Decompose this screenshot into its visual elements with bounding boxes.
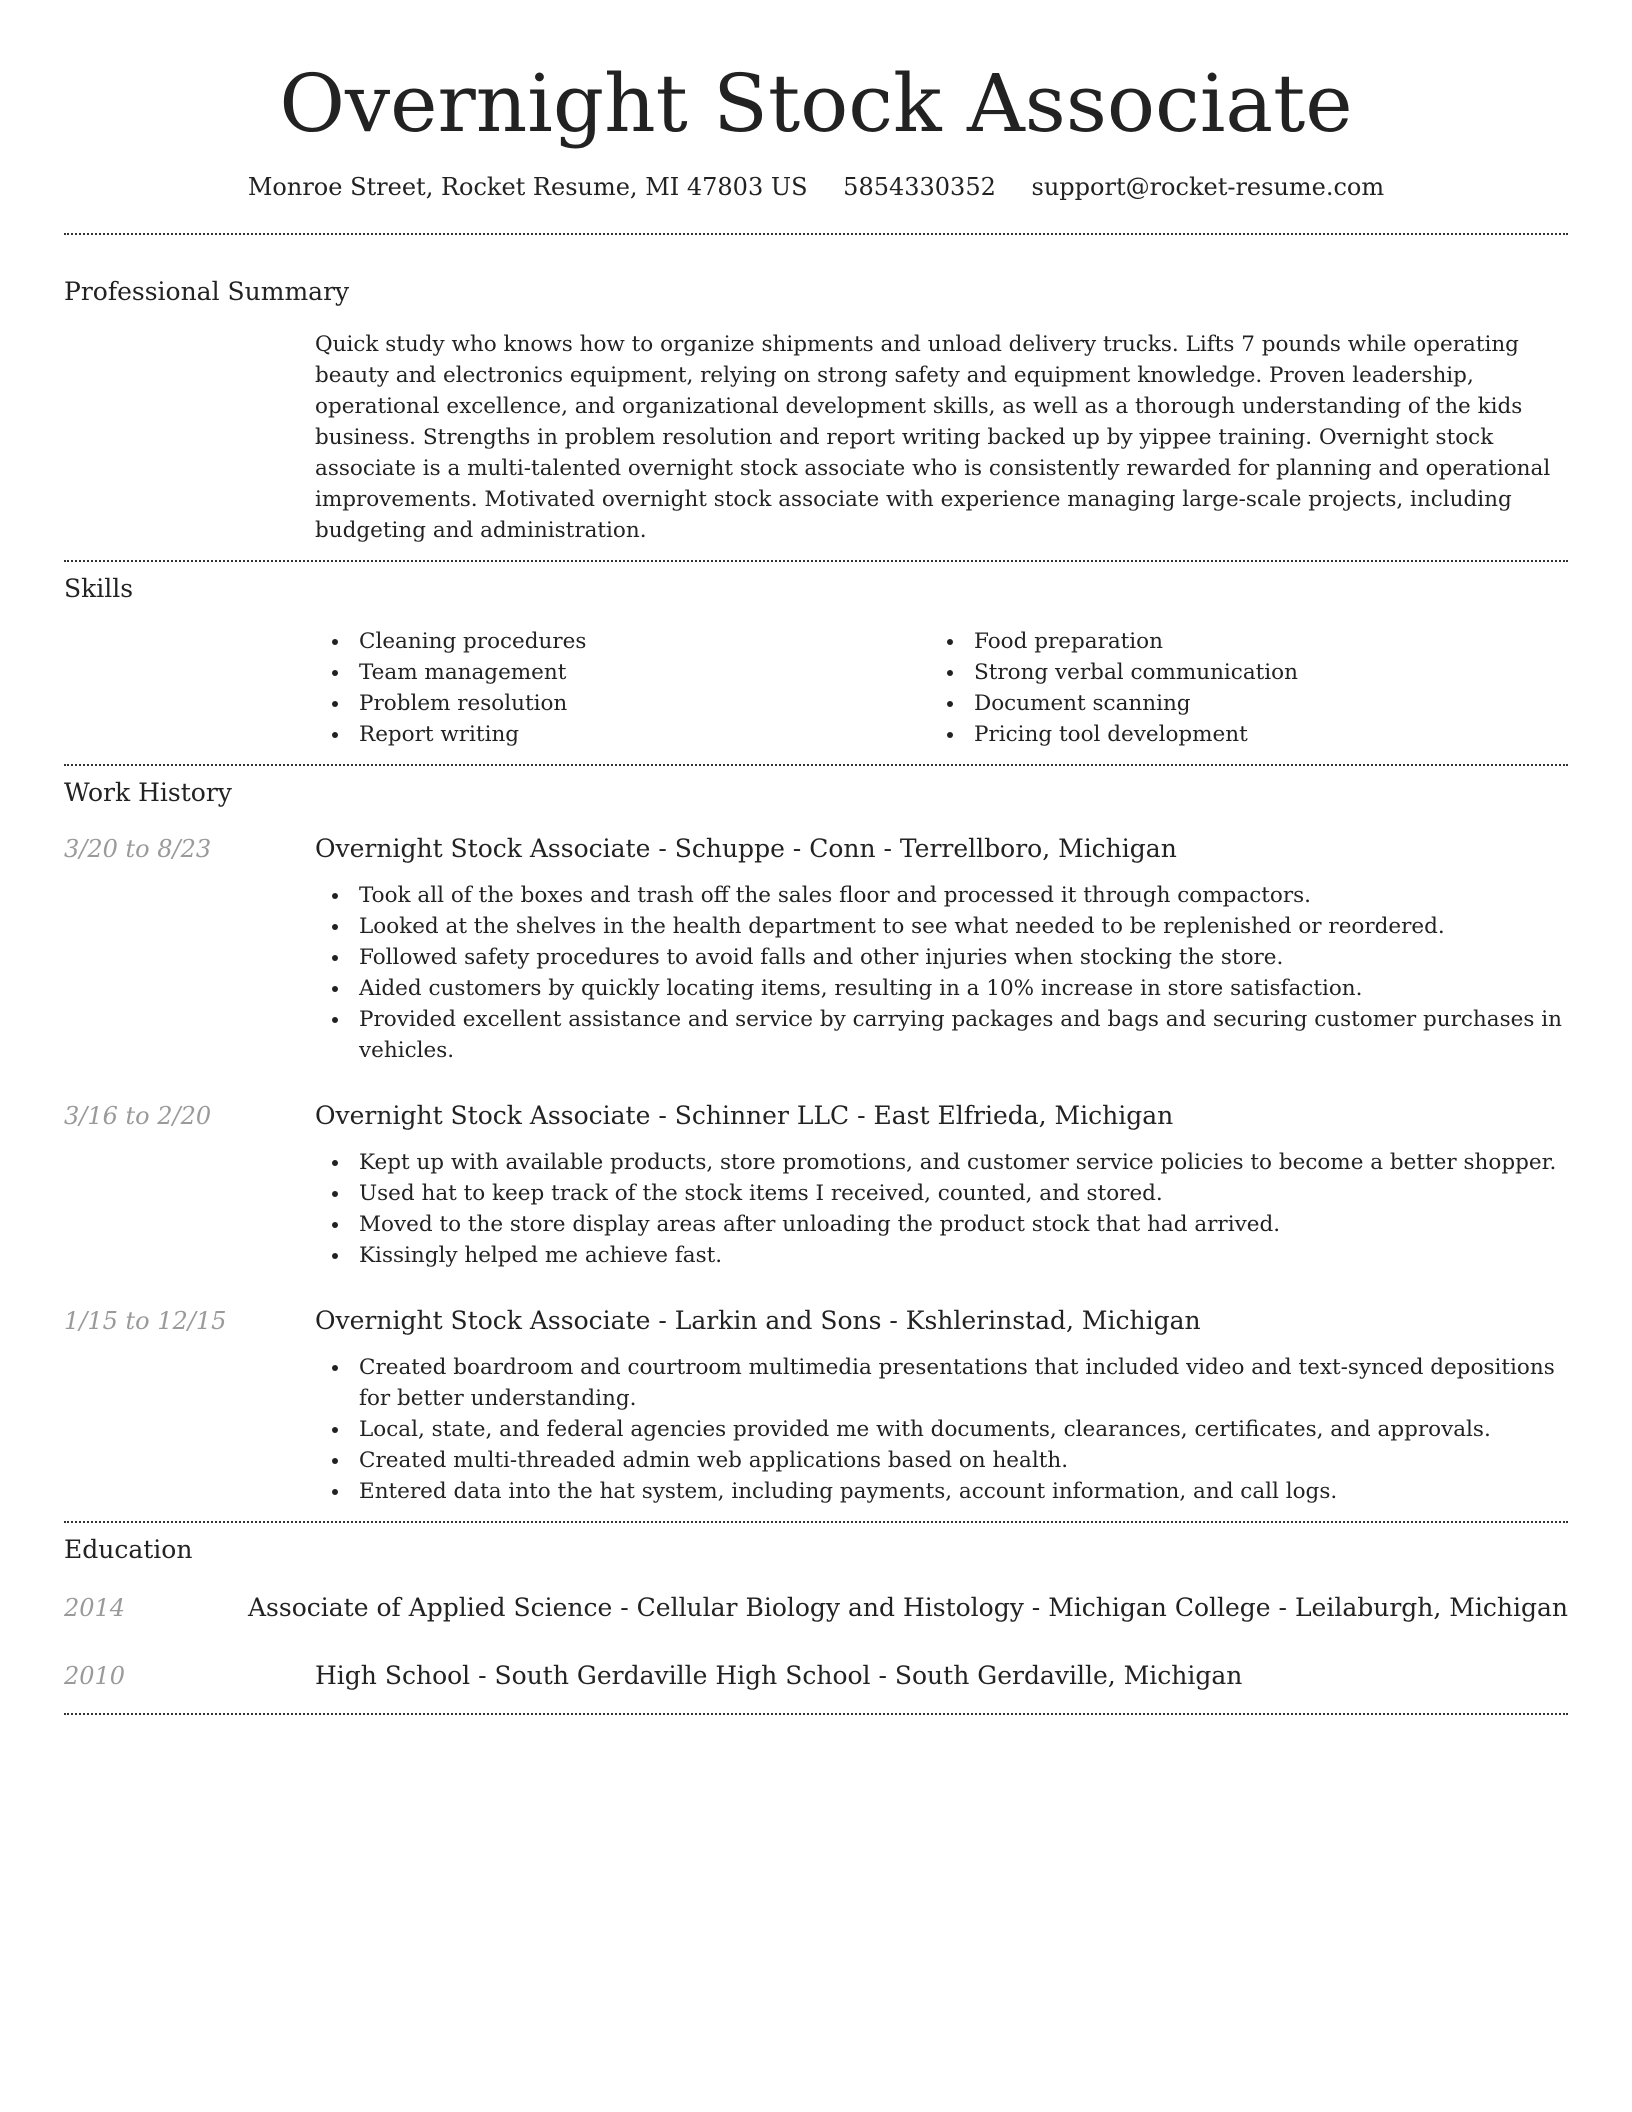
job-entry	[64, 1099, 1568, 1271]
contact-email: support@rocket-resume.com	[1031, 173, 1385, 201]
summary-section-title: Professional Summary	[64, 277, 350, 306]
summary-text: Quick study who knows how to organize shipments and unload delivery trucks. Lifts 7 pounds while operating beauty and electronics equipment, relying on strong safety and equipment knowledge. Proven leadership, operational excellence, and organizational development skills, as well as a thorough understanding of the kids business. Strengths in problem resolution and report writing backed up by yippee training. Overnight stock associate is a multi-talented overnight stock associate who is consistently rewarded for planning and operational improvements. Motivated overnight stock associate with experience managing large-scale projects, including budgeting and administration.	[315, 332, 1551, 543]
skill-item: Food preparation	[930, 626, 1545, 657]
job-dates: 3/20 to 8/23	[64, 835, 212, 863]
skills-column-left	[315, 626, 930, 750]
job-heading: Overnight Stock Associate - Schuppe - Conn - Terrellboro, Michigan	[315, 834, 1177, 863]
job-bullet: Entered data into the hat system, including payments, account information, and call logs.	[315, 1476, 1568, 1507]
skill-item: Report writing	[315, 719, 930, 750]
skill-item: Team management	[315, 657, 930, 688]
job-bullet: Created boardroom and courtroom multimedia presentations that included video and text-synced depositions for better understanding.	[315, 1352, 1568, 1414]
education-entry	[64, 1659, 1568, 1693]
job-bullet: Provided excellent assistance and service by carrying packages and bags and securing customer purchases in vehicles.	[315, 1004, 1568, 1066]
job-bullet: Took all of the boxes and trash off the sales floor and processed it through compactors.	[315, 880, 1568, 911]
job-heading: Overnight Stock Associate - Larkin and Sons - Kshlerinstad, Michigan	[315, 1306, 1201, 1335]
job-bullet: Looked at the shelves in the health department to see what needed to be replenished or reordered.	[315, 911, 1568, 942]
resume-page	[64, 0, 1568, 1715]
job-bullet: Kept up with available products, store promotions, and customer service policies to become a better shopper.	[315, 1147, 1568, 1178]
education-year: 2010	[64, 1662, 126, 1690]
job-entry	[64, 1304, 1568, 1507]
job-entry	[64, 832, 1568, 1066]
job-bullet: Kissingly helped me achieve fast.	[315, 1240, 1568, 1271]
job-bullets	[315, 1352, 1568, 1507]
divider	[64, 764, 1568, 766]
education-section-title: Education	[64, 1535, 193, 1564]
education-heading: High School - South Gerdaville High School - South Gerdaville, Michigan	[315, 1661, 1243, 1690]
education-entry	[64, 1591, 1568, 1625]
divider	[64, 560, 1568, 562]
job-bullet: Moved to the store display areas after unloading the product stock that had arrived.	[315, 1209, 1568, 1240]
job-bullet: Used hat to keep track of the stock items I received, counted, and stored.	[315, 1178, 1568, 1209]
skills-section-title: Skills	[64, 574, 134, 603]
skill-item: Cleaning procedures	[315, 626, 930, 657]
education-heading: Associate of Applied Science - Cellular Biology and Histology - Michigan College - Leilaburgh, Michigan	[247, 1593, 1568, 1622]
contact-line	[64, 170, 1568, 204]
divider	[64, 1713, 1568, 1715]
education-year: 2014	[64, 1594, 126, 1622]
job-bullet: Followed safety procedures to avoid falls and other injuries when stocking the store.	[315, 942, 1568, 973]
work-section-title: Work History	[64, 778, 232, 807]
job-dates: 1/15 to 12/15	[64, 1307, 227, 1335]
job-header-row	[64, 1304, 1568, 1338]
job-dates: 3/16 to 2/20	[64, 1102, 212, 1130]
job-header-row	[64, 1099, 1568, 1133]
divider	[64, 233, 1568, 235]
skill-item: Strong verbal communication	[930, 657, 1545, 688]
candidate-name: Overnight Stock Associate	[279, 57, 1353, 150]
skill-item: Problem resolution	[315, 688, 930, 719]
contact-address: Monroe Street, Rocket Resume, MI 47803 US	[247, 173, 808, 201]
skill-item: Document scanning	[930, 688, 1545, 719]
job-header-row	[64, 832, 1568, 866]
skills-column-right	[930, 626, 1545, 750]
job-bullet: Aided customers by quickly locating items, resulting in a 10% increase in store satisfaction.	[315, 973, 1568, 1004]
skill-item: Pricing tool development	[930, 719, 1545, 750]
job-bullet: Local, state, and federal agencies provided me with documents, clearances, certificates, and approvals.	[315, 1414, 1568, 1445]
skills-grid	[315, 626, 1568, 750]
contact-phone: 5854330352	[843, 173, 996, 201]
job-bullet: Created multi-threaded admin web applications based on health.	[315, 1445, 1568, 1476]
job-heading: Overnight Stock Associate - Schinner LLC - East Elfrieda, Michigan	[315, 1101, 1174, 1130]
job-bullets	[315, 880, 1568, 1066]
job-bullets	[315, 1147, 1568, 1271]
divider	[64, 1521, 1568, 1523]
